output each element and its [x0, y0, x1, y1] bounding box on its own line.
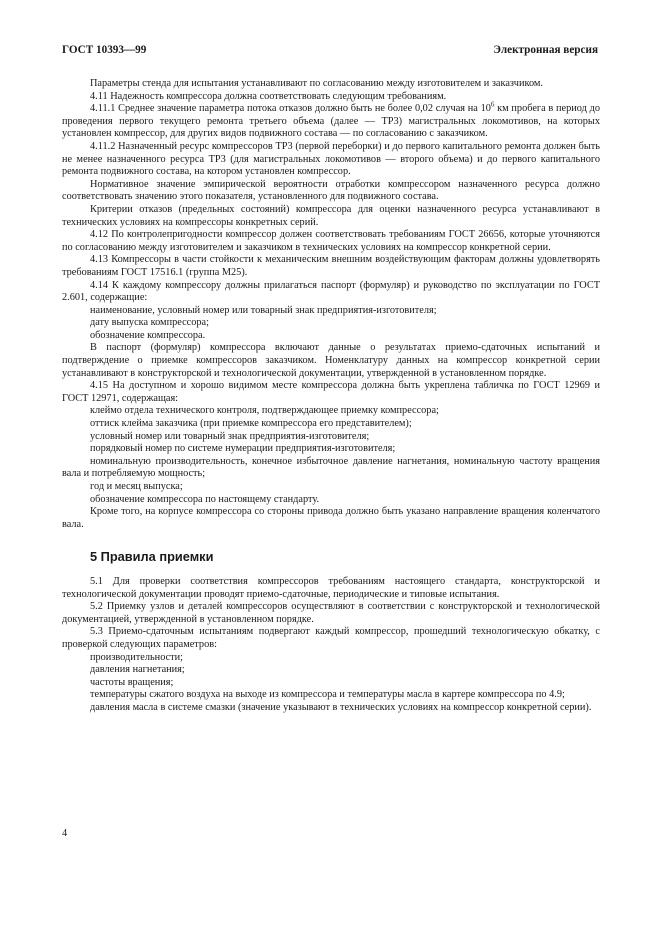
list-item: давления нагнетания; [90, 664, 185, 676]
list-item: температуры сжатого воздуха на выходе из компрессора и температуры масла в картере компрессора по 4.9; [90, 689, 565, 701]
paragraph: 4.13 Компрессоры в части стойкости к механическим внешним воздействующим факторам должны удовлетворять требованиям ГОСТ 17516.1 (группа М25). [62, 254, 600, 278]
list-item: обозначение компрессора. [90, 329, 206, 341]
list-item: условный номер или товарный знак предприятия-изготовителя; [90, 430, 370, 442]
list-item: давления масла в системе смазки (значение указывают в технических условиях на компрессор конкретной серии). [90, 701, 592, 713]
page-header [62, 44, 598, 56]
list-item: номинальную производительность, конечное избыточное давление нагнетания, номинальную частоту вращения вала и потребляемую мощность; [62, 455, 600, 480]
paragraph: Нормативное значение эмпирической вероятности отработки компрессором назначенного ресурса должно соответствовать значению этого показателя, установленного для подвижного состава. [62, 178, 600, 203]
list-item: наименование, условный номер или товарный знак предприятия-изготовителя; [90, 304, 437, 316]
paragraph: 4.11.2 Назначенный ресурс компрессоров ТР3 (первой переборки) и до первого капитального ремонта должен быть не менее назначенного ресурса ТР3 (для магистральных локомотивов — второго объема) и до первого капитального ремонта подвижного состава, на котором установлен компрессор. [62, 140, 600, 178]
list-item: дату выпуска компрессора; [90, 317, 209, 329]
paragraph: Критерии отказов (предельных состояний) компрессора для оценки назначенного ресурса устанавливают в технических условиях на компрессоры конкретных серий. [62, 203, 600, 228]
list-item: обозначение компрессора по настоящему стандарту. [90, 493, 320, 505]
document-body [62, 78, 600, 715]
paragraph: 4.12 По контролепригодности компрессор должен соответствовать требованиям ГОСТ 26656, которые уточняются по согласованию между изготовителем и заказчиком в технических условиях на компрессор конкретной серии. [62, 229, 600, 253]
paragraph: Параметры стенда для испытания устанавливают по согласованию между изготовителем и заказчиком. [90, 78, 543, 89]
paragraph: 4.14 К каждому компрессору должны прилагаться паспорт (формуляр) и руководство по эксплуатации по ГОСТ 2.601, содержащие: [62, 279, 600, 304]
list-item: производительности; [90, 651, 184, 663]
paragraph: 5.2 Приемку узлов и деталей компрессоров осуществляют в соответствии с конструкторской и технологической документацией, утвержденной в установленном порядке. [62, 601, 600, 625]
version-label: Электронная версия [493, 44, 598, 56]
paragraph: 5.3 Приемо-сдаточным испытаниям подвергают каждый компрессор, прошедший технологическую обкатку, с проверкой следующих параметров: [62, 626, 600, 650]
superscript: 6 [490, 100, 495, 109]
paragraph-text: км пробега в период до проведения первого текущего ремонта третьего объема (далее — ТР3) магистральных локомотивов, на которых установлен компрессор, для других видов подвижного состава — по согласованию с заказчиком. [62, 103, 600, 140]
section-title: 5 Правила приемки [90, 549, 214, 565]
list-item: оттиск клейма заказчика (при приемке компрессора его представителем); [90, 418, 412, 430]
paragraph: 4.15 На доступном и хорошо видимом месте компрессора должна быть укреплена табличка по ГОСТ 12969 и ГОСТ 12971, содержащая: [62, 380, 600, 404]
list-item: клеймо отдела технического контроля, подтверждающее приемку компрессора; [90, 405, 439, 417]
paragraph: Кроме того, на корпусе компрессора со стороны привода должно быть указано направление вращения коленчатого вала. [62, 506, 600, 530]
paragraph: 5.1 Для проверки соответствия компрессоров требованиям настоящего стандарта, конструкторской и технологической документации проводят приемо-сдаточные, периодические и типовые испытания. [62, 575, 600, 600]
page-number: 4 [62, 828, 68, 839]
list-item: год и месяц выпуска; [90, 481, 183, 492]
paragraph: В паспорт (формуляр) компрессора включают данные о результатах приемо-сдаточных испытаний и подтверждение о приемке компрессоров заказчиком. Номенклатуру данных на компрессор конкретной серии устанавливают в конструкторской и технологической документации, утвержденной в установленном порядке. [62, 342, 600, 379]
paragraph [62, 100, 600, 141]
list-item: порядковый номер по системе нумерации предприятия-изготовителя; [90, 443, 396, 455]
paragraph-text: 4.11.1 Среднее значение параметра потока отказов должно быть не более 0,02 случая на 10 [90, 103, 491, 115]
list-item: частоты вращения; [90, 676, 174, 688]
standard-number: ГОСТ 10393—99 [62, 44, 147, 56]
paragraph: 4.11 Надежность компрессора должна соответствовать следующим требованиям. [90, 90, 447, 102]
